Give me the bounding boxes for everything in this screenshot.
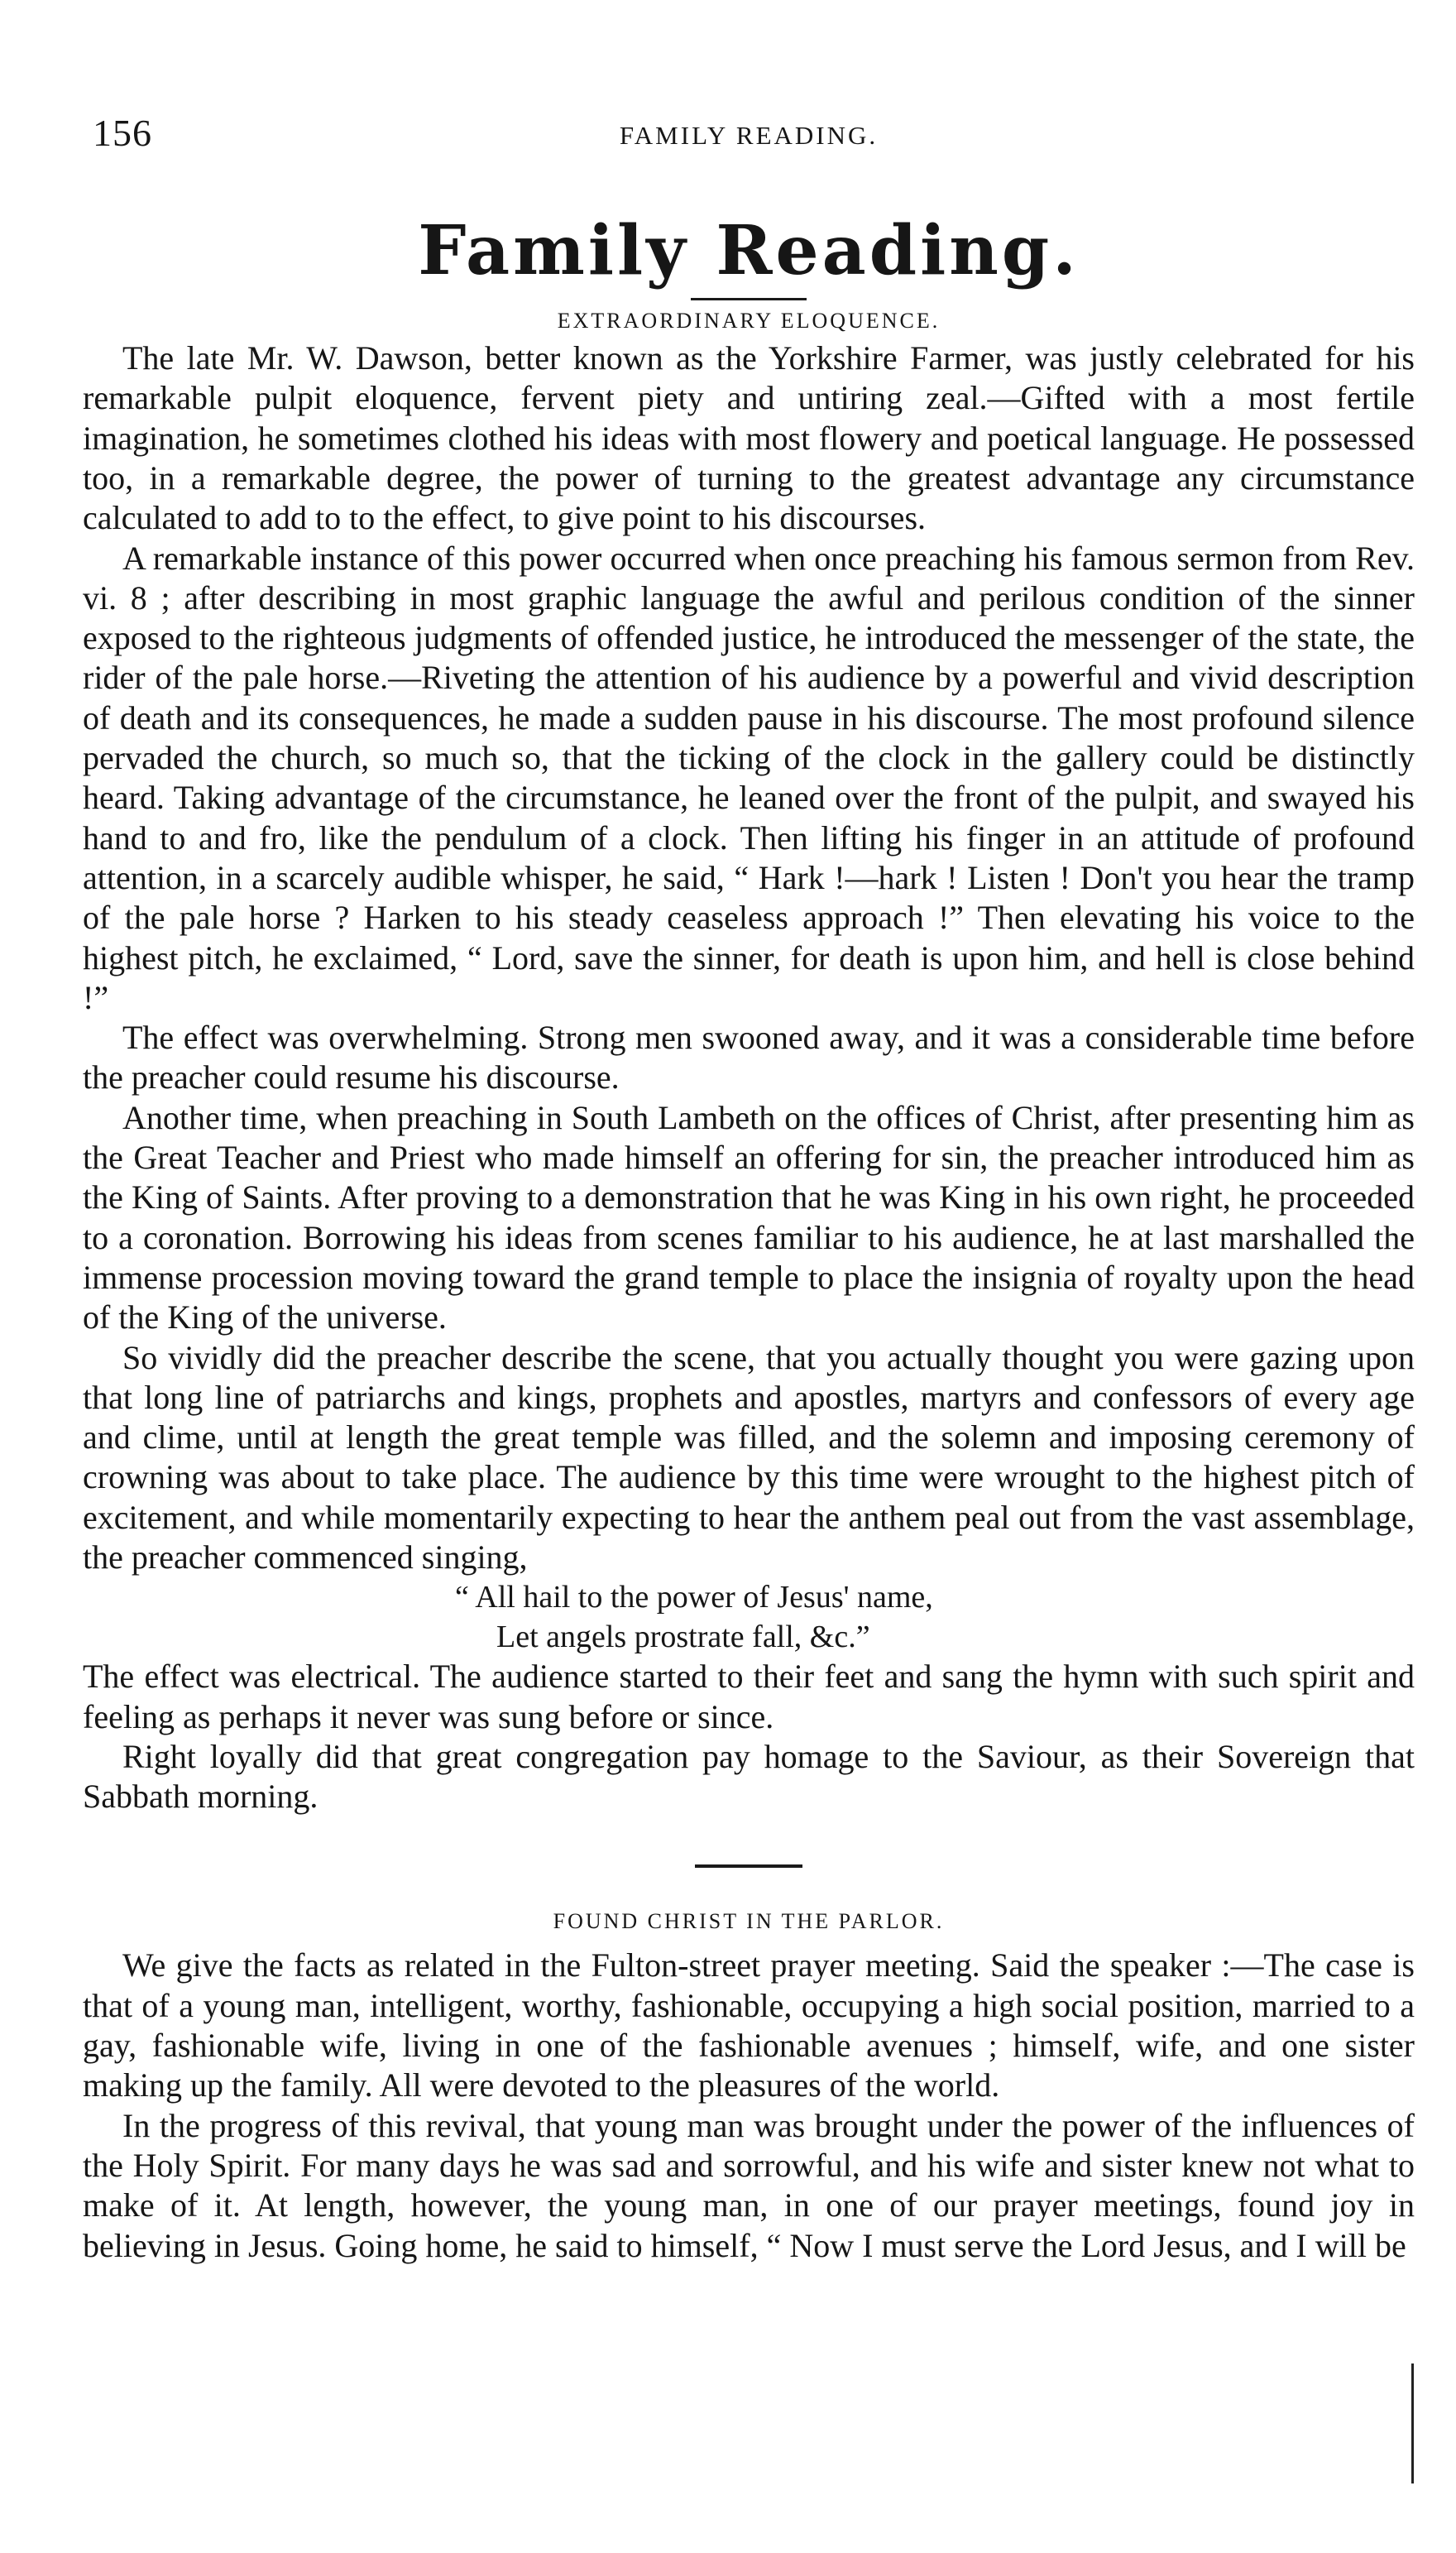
running-title: FAMILY READING. bbox=[619, 121, 879, 150]
article-title-extraordinary-eloquence: EXTRAORDINARY ELOQUENCE. bbox=[557, 309, 941, 334]
article1-paragraph-6: The effect was electrical. The audience started to their feet and sang the hymn with such spirit and feeling as perhaps it never was sung before or since. bbox=[83, 1658, 1415, 1735]
margin-rule bbox=[1411, 2363, 1414, 2483]
hymn-quote bbox=[83, 1577, 1415, 1657]
article2-paragraph-1: We give the facts as related in the Fulton-street prayer meeting. Said the speaker :—The case is that of a young man, intelligent, worthy, fashionable, occupying a high social position, married to a gay, fashionable wife, living in one of the fashionable avenues ; himself, wife, and one sister making up the family. All were devoted to the pleasures of the world. bbox=[83, 1946, 1415, 2104]
article1-paragraph-5: So vividly did the preacher describe the scene, that you actually thought you were gazing upon that long line of patriarchs and kings, prophets and apostles, martyrs and confessors of every age and clime, until at length the great temple was filled, and the solemn and imposing ceremony of crowning was about to take place. The audience by this time were wrought to the highest pitch of excitement, and while momentarily expecting to hear the anthem peal out from the vast assemblage, the preacher commenced singing, bbox=[83, 1338, 1415, 1576]
page-number: 156 bbox=[93, 112, 152, 154]
article1-paragraph-1: The late Mr. W. Dawson, better known as the Yorkshire Farmer, was justly celebrated for his remarkable pulpit eloquence, fervent piety and untiring zeal.—Gifted with a most fertile imagination, he sometimes clothed his ideas with most flowery and poetical language. He possessed too, in a remarkable degree, the power of turning to the greatest advantage any circumstance calculated to add to to the effect, to give point to his discourses. bbox=[83, 339, 1415, 537]
article1-paragraph-2: A remarkable instance of this power occurred when once preaching his famous sermon from Rev. vi. 8 ; after describing in most graphic language the awful and perilous condition of the sinner exposed to the righteous judgments of offended justice, he introduced the messenger of the state, the rider of the pale horse.—Riveting the attention of his audience by a powerful and vivid description of death and its consequences, he made a sudden pause in his discourse. The most profound silence pervaded the church, so much so, that the ticking of the clock in the gallery could be distinctly heard. Taking advantage of the circumstance, he leaned over the front of the pulpit, and swayed his hand to and fro, like the pendulum of a clock. Then lifting his finger in an attitude of profound attention, in a scarcely audible whisper, he said, “ Hark !—hark ! Listen ! Don't you hear the tramp of the pale horse ? Harken to his steady ceaseless approach !” Then elevating his voice to the highest pitch, he exclaimed, “ Lord, save the sinner, for death is upon him, and hell is close behind !” bbox=[83, 539, 1415, 1016]
article1-paragraph-7: Right loyally did that great congregation pay homage to the Saviour, as their Sovereign that Sabbath morning. bbox=[83, 1737, 1415, 1816]
running-header bbox=[83, 99, 1415, 166]
section-divider bbox=[695, 1864, 802, 1868]
hymn-line-2: Let angels prostrate fall, &c.” bbox=[496, 1620, 870, 1655]
section-masthead: Family Reading. bbox=[418, 211, 1080, 290]
article2-paragraph-2: In the progress of this revival, that young man was brought under the power of the influences of the Holy Spirit. For many days he was sad and sorrowful, and his wife and sister knew not what to make of it. At length, however, the young man, in one of our prayer meetings, found joy in believing in Jesus. Going home, he said to himself, “ Now I must serve the Lord Jesus, and I will be bbox=[83, 2106, 1415, 2264]
article1-paragraph-3: The effect was overwhelming. Strong men swooned away, and it was a considerable time before the preacher could resume his discourse. bbox=[83, 1019, 1415, 1097]
page bbox=[83, 99, 1415, 2266]
masthead-rule bbox=[691, 298, 807, 300]
hymn-line-1: “ All hail to the power of Jesus' name, bbox=[455, 1580, 933, 1615]
article1-paragraph-4: Another time, when preaching in South Lambeth on the offices of Christ, after presenting him as the Great Teacher and Priest who made himself an offering for sin, the preacher introduced him as the King of Saints. After proving to a demonstration that he was King in his own right, he proceeded to a coronation. Borrowing his ideas from scenes familiar to his audience, he at last marshalled the immense procession moving toward the grand temple to place the insignia of royalty upon the head of the King of the universe. bbox=[83, 1098, 1415, 1336]
article-title-found-christ-in-the-parlor: FOUND CHRIST IN THE PARLOR. bbox=[553, 1909, 945, 1934]
